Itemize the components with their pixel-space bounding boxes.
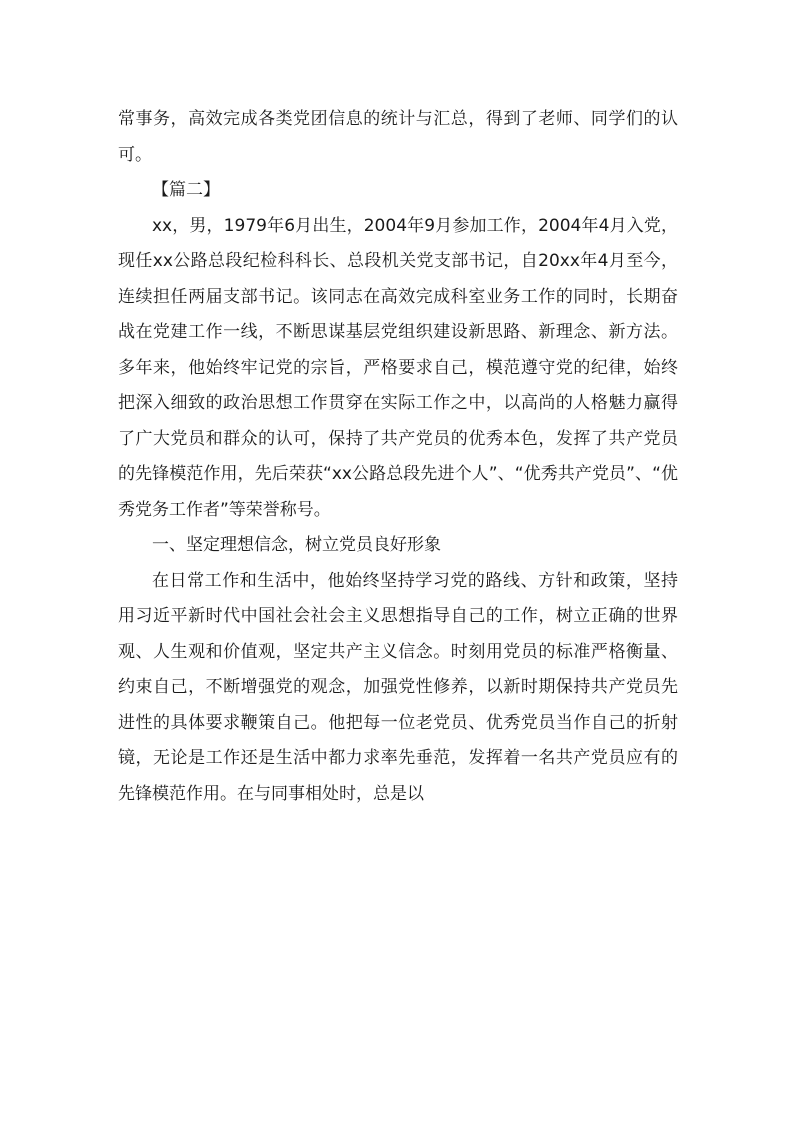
paragraph-daily-work: 在日常工作和生活中，他始终坚持学习党的路线、方针和政策，坚持用习近平新时代中国社会社会主义思想指导自己的工作，树立正确的世界观、人生观和价值观，坚定共产主义信念。时刻用党员的标准严格衡量、约束自己，不断增强党的观念，加强党性修养，以新时期保持共产党员先进性的具体要求鞭策自己。他把每一位老党员、优秀党员当作自己的折射镜，无论是工作还是生活中都力求率先垂范，发挥着一名共产党员应有的先锋模范作用。在与同事相处时，总是以 bbox=[118, 570, 678, 804]
paragraph-biography: xx，男，1979年6月出生，2004年9月参加工作，2004年4月入党，现任xx公路总段纪检科科长、总段机关党支部书记，自20xx年4月至今，连续担任两届支部书记。该同志在高效完成科室业务工作的同时，长期奋战在党建工作一线，不断思谋基层党组织建设新思路、新理念、新方法。多年来，他始终牢记党的宗旨，严格要求自己，模范遵守党的纪律，始终把深入细致的政治思想工作贯穿在实际工作之中，以高尚的人格魅力赢得了广大党员和群众的认可，保持了共产党员的优秀本色，发挥了共产党员的先锋模范作用，先后荣获“xx公路总段先进个人”、“优秀共产党员”、“优秀党务工作者”等荣誉称号。 bbox=[118, 215, 678, 520]
paragraph-continuation: 常事务，高效完成各类党团信息的统计与汇总，得到了老师、同学们的认可。 bbox=[118, 109, 678, 165]
document-body bbox=[118, 102, 678, 812]
section-heading-ideals: 一、坚定理想信念，树立党员良好形象 bbox=[152, 535, 441, 555]
section-title-part-two: 【篇二】 bbox=[152, 180, 220, 200]
